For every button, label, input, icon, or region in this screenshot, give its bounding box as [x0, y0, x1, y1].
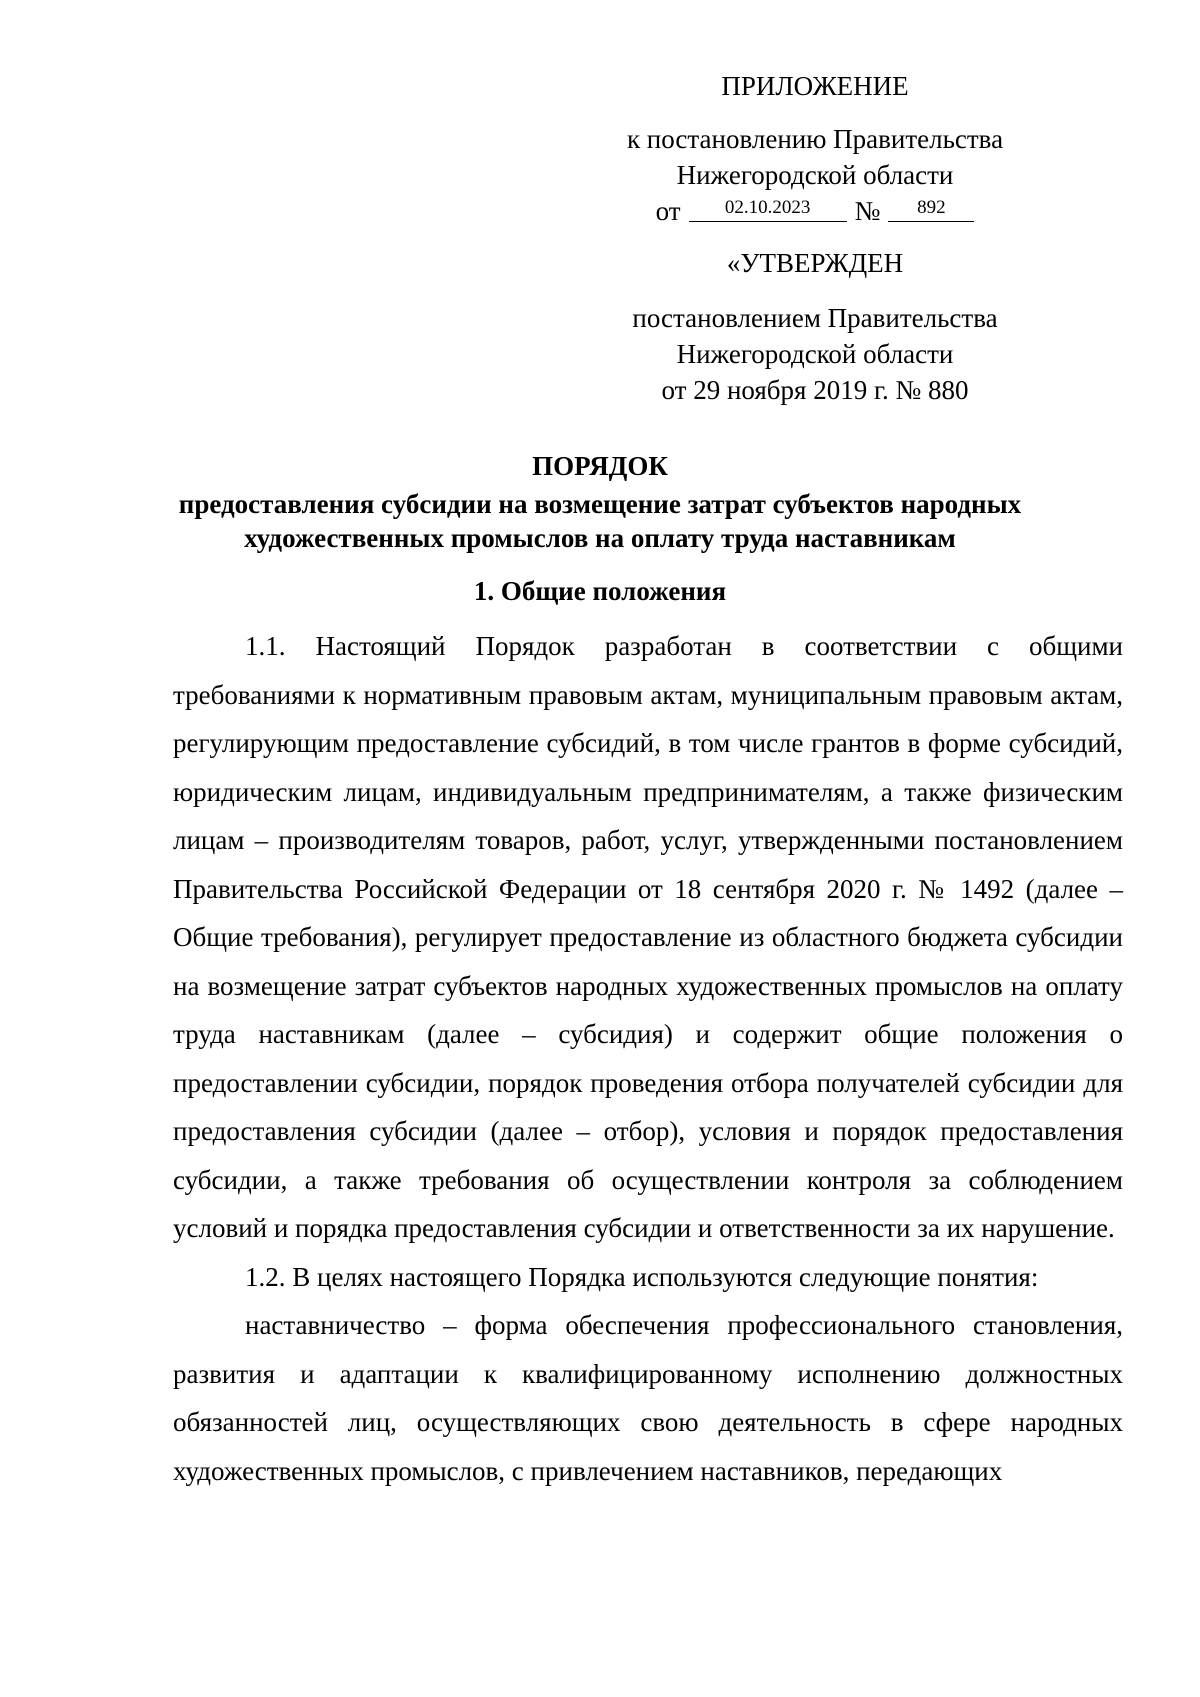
number-field: 892: [888, 197, 974, 222]
appendix-line-1: к постановлению Правительства: [626, 124, 1004, 154]
document-subtitle: предоставления субсидии на возмещение затрат субъектов народных художественных промыслов на оплату труда наставникам: [178, 489, 1022, 553]
approved-title-text: «УТВЕРЖДЕН: [726, 248, 904, 278]
approved-title: [600, 245, 1030, 281]
paragraph-1-2: 1.2. В целях настоящего Порядка используются следующие понятия:: [245, 1261, 1039, 1292]
approved-line-3: от 29 ноября 2019 г. № 880: [661, 375, 969, 405]
approved-line-2: Нижегородской области: [676, 339, 954, 369]
section-1-title: 1. Общие положения: [473, 576, 727, 606]
date-field: 02.10.2023: [689, 197, 847, 222]
from-label: от: [655, 196, 681, 226]
approved-block: [600, 300, 1030, 408]
appendix-block: [600, 121, 1030, 229]
body-text: [173, 622, 1123, 1495]
appendix-date-line: [600, 193, 1030, 229]
appendix-line-2: Нижегородской области: [676, 160, 954, 190]
appendix-title-text: ПРИЛОЖЕНИЕ: [721, 71, 909, 101]
document-title: ПОРЯДОК: [532, 451, 668, 481]
paragraph-definition: наставничество – форма обеспечения профессионального становления, развития и адаптации к квалифицированному исполнению должностных обязанностей лиц, осуществляющих свою деятельность в сфере народных художественных промыслов, с привлечением наставников, передающих: [173, 1310, 1123, 1486]
number-label: №: [854, 196, 881, 226]
appendix-title: [600, 68, 1030, 104]
paragraph-1-1: 1.1. Настоящий Порядок разработан в соответствии с общими требованиями к нормативным правовым актам, муниципальным правовым актам, регулирующим предоставление субсидий, в том числе грантов в форме субсидий, юридическим лицам, индивидуальным предпринимателям, а также физическим лицам – производителям товаров, работ, услуг, утвержденными постановлением Правительства Российской Федерации от 18 сентября 2020 г. № 1492 (далее – Общие требования), регулирует предоставление из областного бюджета субсидии на возмещение затрат субъектов народных художественных промыслов на оплату труда наставникам (далее – субсидия) и содержит общие положения о предоставлении субсидии, порядок проведения отбора получателей субсидии для предоставления субсидии (далее – отбор), условия и порядок предоставления субсидии, а также требования об осуществлении контроля за соблюдением условий и порядка предоставления субсидии и ответственности за их нарушение.: [173, 631, 1123, 1243]
approved-line-1: постановлением Правительства: [632, 303, 998, 333]
